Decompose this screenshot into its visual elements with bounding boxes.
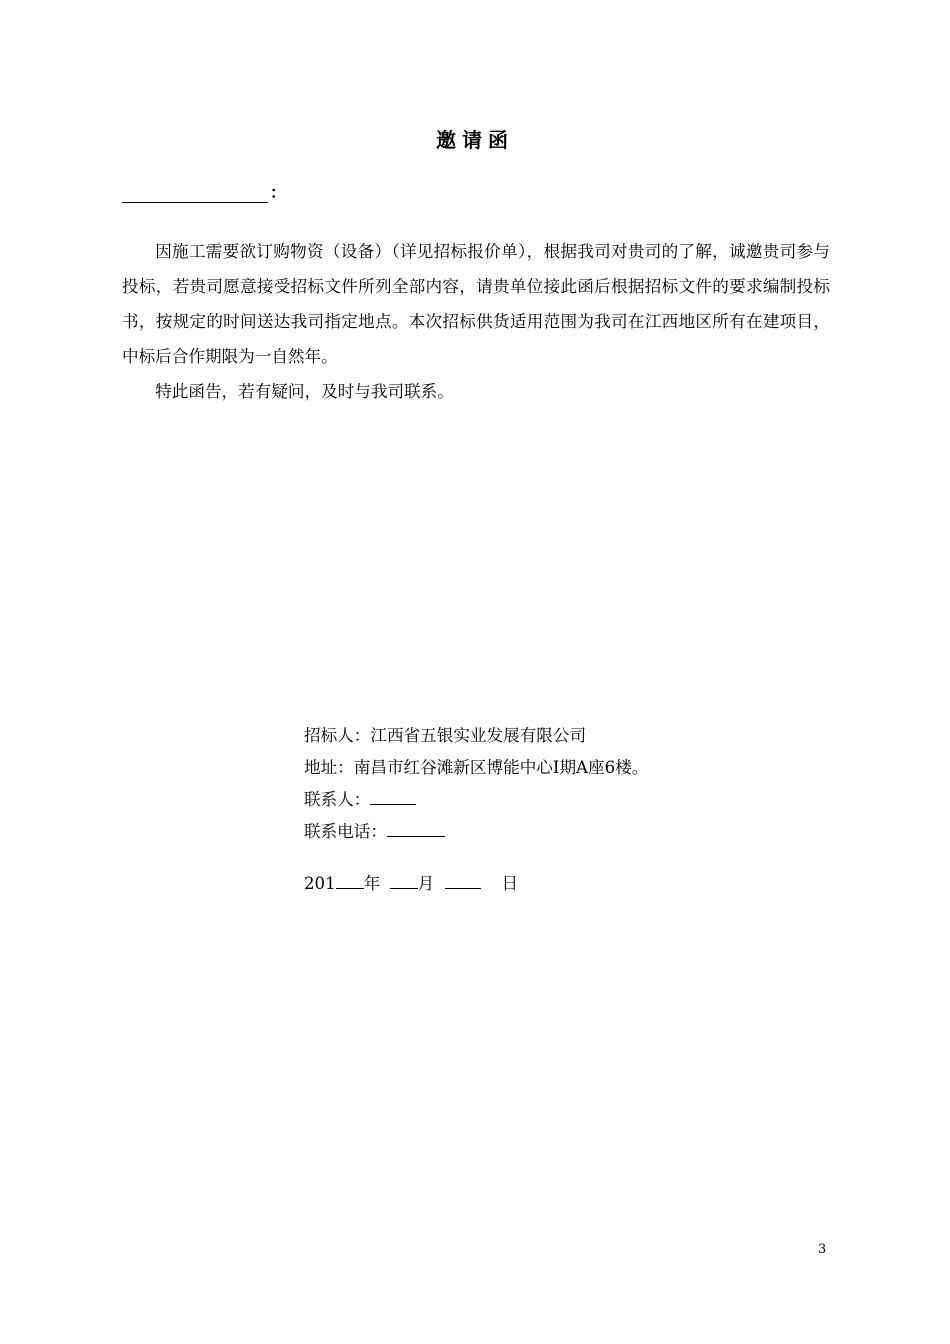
page-number: 3 [818, 1242, 827, 1257]
salutation [122, 180, 286, 203]
contact-blank [370, 786, 416, 805]
month-blank [390, 870, 418, 889]
letter-body [122, 234, 830, 409]
contact-line [304, 784, 648, 816]
body-paragraph-1: 因施工需要欲订购物资（设备）（详见招标报价单），根据我司对贵司的了解，诚邀贵司参与投标，若贵司愿意接受招标文件所列全部内容，请贵单位接此函后根据招标文件的要求编制投标书，按规定的时间送达我司指定地点。本次招标供货适用范围为我司在江西地区所有在建项目，中标后合作期限为一自然年。 [122, 242, 830, 366]
year-blank [336, 870, 364, 889]
salutation-colon: ： [270, 183, 287, 202]
contact-label: 联系人： [304, 790, 371, 809]
phone-label: 联系电话： [304, 822, 387, 841]
phone-line [304, 816, 648, 848]
tenderer-line: 招标人：江西省五银实业发展有限公司 [304, 726, 587, 745]
day-label: 日 [501, 874, 519, 893]
phone-blank [387, 818, 445, 837]
body-paragraph-2: 特此函告，若有疑问，及时与我司联系。 [155, 382, 454, 401]
recipient-blank [122, 184, 268, 203]
month-label: 月 [417, 874, 435, 893]
date-line [304, 868, 648, 900]
year-label: 年 [363, 874, 381, 893]
address-line: 地址：南昌市红谷滩新区博能中心Ⅰ期A座6楼。 [304, 758, 649, 777]
signature-block [304, 720, 648, 900]
day-blank [445, 870, 481, 889]
year-prefix: 201 [304, 874, 336, 893]
page-title: 邀请函 [436, 128, 514, 152]
